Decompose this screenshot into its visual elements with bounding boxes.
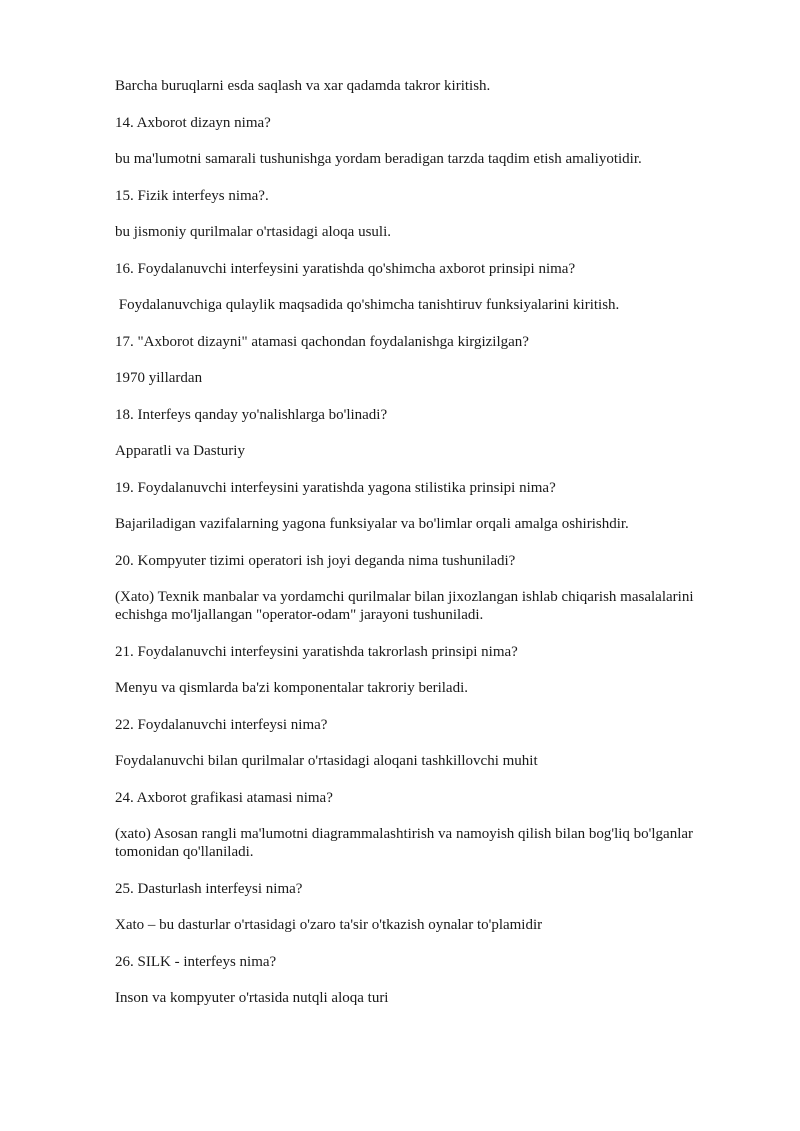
answer-15: bu jismoniy qurilmalar o'rtasidagi aloqa usuli. — [115, 224, 391, 240]
document-page — [115, 77, 745, 1026]
answer-14: bu ma'lumotni samarali tushunishga yordam beradigan tarzda taqdim etish amaliyotidir. — [115, 151, 642, 167]
question-19: 19. Foydalanuvchi interfeysini yaratishda yagona stilistika prinsipi nima? — [115, 479, 556, 496]
question-25: 25. Dasturlash interfeysi nima? — [115, 880, 303, 897]
question-14: 14. Axborot dizayn nima? — [115, 114, 271, 131]
answer-18: Apparatli va Dasturiy — [115, 443, 245, 459]
answer-20: (Xato) Texnik manbalar va yordamchi qurilmalar bilan jixozlangan ishlab chiqarish masalalarini echishga mo'ljallangan "operator-odam" jarayoni tushuniladi. — [115, 589, 694, 623]
question-24: 24. Axborot grafikasi atamasi nima? — [115, 789, 333, 806]
answer-text: Barcha buruqlarni esda saqlash va xar qadamda takror kiritish. — [115, 78, 491, 94]
answer-25: Xato – bu dasturlar o'rtasidagi o'zaro ta'sir o'tkazish oynalar to'plamidir — [115, 917, 543, 933]
question-17: 17. "Axborot dizayni" atamasi qachondan foydalanishga kirgizilgan? — [115, 333, 529, 350]
answer-22: Foydalanuvchi bilan qurilmalar o'rtasidagi aloqani tashkillovchi muhit — [115, 753, 538, 769]
question-15: 15. Fizik interfeys nima?. — [115, 187, 269, 204]
question-21: 21. Foydalanuvchi interfeysini yaratishda takrorlash prinsipi nima? — [115, 643, 518, 660]
question-26: 26. SILK - interfeys nima? — [115, 953, 277, 970]
answer-16: Foydalanuvchiga qulaylik maqsadida qo'shimcha tanishtiruv funksiyalarini kiritish. — [115, 297, 620, 313]
answer-24: (xato) Asosan rangli ma'lumotni diagrammalashtirish va namoyish qilish bilan bog'liq bo'lganlar tomonidan qo'llaniladi. — [115, 826, 694, 860]
question-18: 18. Interfeys qanday yo'nalishlarga bo'linadi? — [115, 406, 388, 423]
question-22: 22. Foydalanuvchi interfeysi nima? — [115, 716, 328, 733]
question-20: 20. Kompyuter tizimi operatori ish joyi deganda nima tushuniladi? — [115, 552, 516, 569]
answer-21: Menyu va qismlarda ba'zi komponentalar takroriy beriladi. — [115, 680, 469, 696]
answer-19: Bajariladigan vazifalarning yagona funksiyalar va bo'limlar orqali amalga oshirishdir. — [115, 516, 629, 532]
answer-17: 1970 yillardan — [115, 370, 203, 386]
answer-26: Inson va kompyuter o'rtasida nutqli aloqa turi — [115, 990, 389, 1006]
question-16: 16. Foydalanuvchi interfeysini yaratishda qo'shimcha axborot prinsipi nima? — [115, 260, 576, 277]
